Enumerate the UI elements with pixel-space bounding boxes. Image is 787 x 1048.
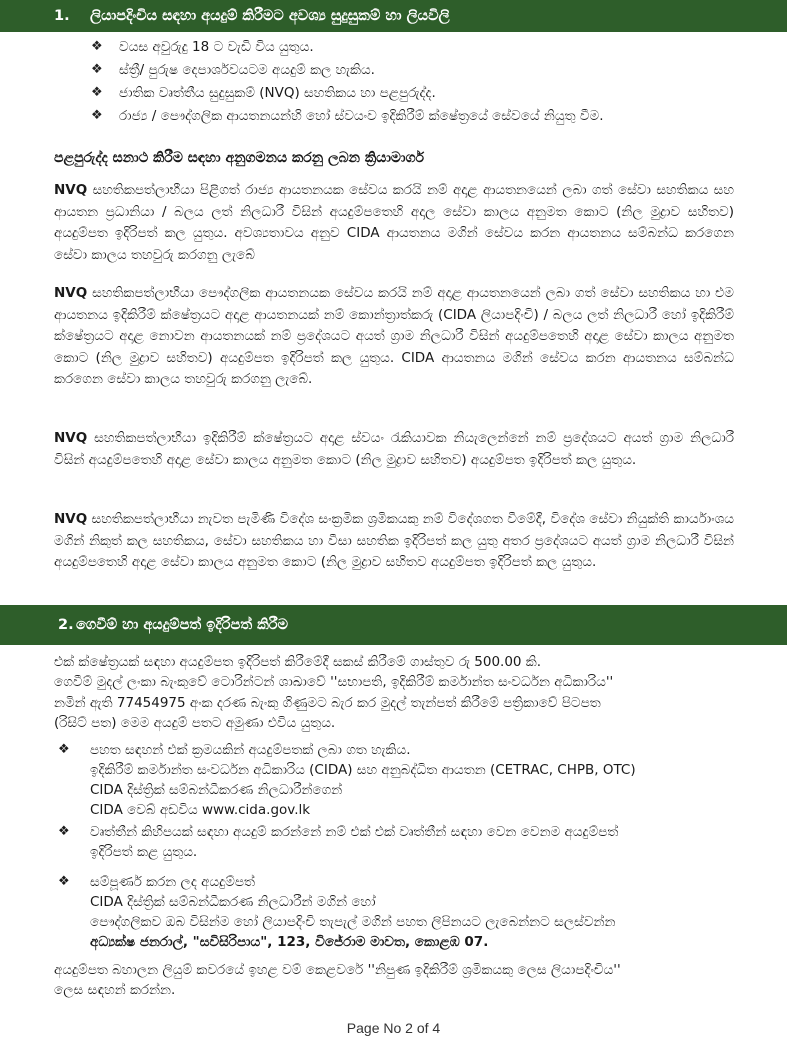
- bullet-icon: ❖: [58, 874, 70, 889]
- bullet-icon: ❖: [91, 62, 103, 77]
- section-2-header: [0, 605, 787, 645]
- bullet-icon: ❖: [91, 108, 103, 123]
- section-title: ගෙවීම් හා අයදුම්පත් ඉදිරිපත් කිරීම: [76, 617, 289, 633]
- paragraph: NVQ සහතිකපත්ලාභීයා ඉදිකිරීම් ක්ෂේත්‍රයට අදාළ ස්වයං රැකියාවක නියැලෙන්නේ නම් ප්‍රදේශයට අයත් ග්‍රාම නිලධාරී විසින් අයදුම්පතෙහි අදාළ සේවා කාලය අනුමත කොට (නිල මුද්‍රාව සහිතව) අයදුම්පත ඉදිරිපත් කල යුතුය.: [54, 430, 734, 468]
- paragraph: NVQ සහතිකපත්ලාභීයා පෞද්ගලික ආයතනයක සේවය කරයි නම් අදාළ ආයතනයෙන් ලබා ගත් සේවා සහතිකය හා එම ආයතනය ඉදිකිරීම් ක්ෂේත්‍රයට අදාළ ආයතනයක් නම් කොන්ත්‍රාත්කරු (CIDA ලියාපදිංචි) / බලය ලත් නිලධාරී හෝ ඉදිකිරීම් ක්ෂේත්‍රයට අදාළ නොවන ආයතනයක් නම් ප්‍රදේශයට අයත් ග්‍රාම නිලධාරී විසින් අයදුම්පතෙහි අදාළ සේවා කාලය අනුමත කොට (නිල මුද්‍රාව සහිතව) අයදුම්පත ඉදිරිපත් කල යුතුය. CIDA ආයතනය මගින් සේවය කරන ආයතනය සම්බන්ධ කරගෙන සේවා කාලය තහවුරු කරගනු ලැබේ.: [54, 285, 734, 388]
- closing-text: අයදුම්පත බහාලන ලියුම් කවරයේ ඉහළ වම් කෙළවරේ ''නිපුණ ඉදිකිරීම් ශ්‍රමිකයකු ලෙස ලියාපදිංචිය'' ලෙස සඳහන් කරන්න.: [54, 962, 621, 999]
- section-number: 2.: [58, 617, 74, 633]
- payment-text: එක් ක්ෂේත්‍රයක් සඳහා අයදුම්පත ඉදිරිපත් කිරීමේදී සකස් කිරීමේ ගාස්තුව රු 500.00 කි. ගෙවීම් මුදල් ලංකා බැංකුවේ ටොරින්ටන් ශාඛාවේ ''සභාපති, ඉදිකිරීම් කර්මාන්ත සංවර්ධන අධිකාරිය'' නමින් ඇති 77454975 අංක දරණ බැංකු ගිණුමට බැර කර මුදල් තැන්පත් කිරීමේ පත්‍රිකාවේ පිටපත (රිසිට් පත) මෙම අයදුම් පතට අමුණා එවිය යුතුය.: [54, 654, 614, 732]
- section-number: 1.: [54, 8, 70, 24]
- section-title: ලියාපදිංචිය සඳහා අයදුම් කිරීමට අවශ්‍ය සුදුසුකම් හා ලියවිලි: [90, 8, 450, 24]
- bullet-icon: ❖: [91, 85, 103, 100]
- bullet-icon: ❖: [58, 742, 70, 757]
- address: අධ්‍යක්ෂ ජනරාල්, "සවිසිරිපාය", 123, විජේරාම මාවත, කොළඹ 07.: [90, 934, 489, 950]
- section-1-header: [0, 0, 787, 32]
- page-number: Page No 2 of 4: [346, 1020, 441, 1036]
- bullet-icon: ❖: [58, 824, 70, 839]
- paragraph: NVQ සහතිකපත්ලාභීයා නැවත පැමිණි විදේශ සංක්‍රමික ශ්‍රමිකයකු නම් විදේශගත වීමේදී, විදේශ සේවා නියුක්ති කාර්යාංශය මගින් නිකුත් කල සහතිකය, සේවා සහතිකය හා වීසා සහතික ඉදිරිපත් කල යුතු අතර ප්‍රදේශයට අයත් ග්‍රාම නිලධාරී විසින් අයදුම්පතෙහි අදාළ සේවා කාලය අනුමත කොට (නිල මුද්‍රාව සහිතව අයදුම්පත ඉදිරිපත් කල යුතුය.: [54, 511, 734, 571]
- bullet-icon: ❖: [91, 39, 103, 54]
- procedure-heading: පළපුරුද්ද සනාථ කිරීම සඳහා අනුගමනය කරනු ලබන ක්‍රියාමාර්ග: [54, 150, 425, 166]
- paragraph: NVQ සහතිකපත්ලාභීයා පිළිගත් රාජ්‍ය ආයතනයක සේවය කරයි නම් අදාළ ආයතනයෙන් ලබා ගත් සේවා සහතිකය සහ ආයතන ප්‍රධානියා / බලය ලත් නිලධාරී විසින් අයදුම්පතෙහි අදාල සේවා කාලය අනුමත කොට (නිල මුද්‍රාව සහිතව) අයදුම්පත ඉදිරිපත් කල යුතුය. අවශ්‍යතාවය අනුව CIDA ආයතනය මගින් සේවය කරන ආයතනය සම්බන්ධ කරගෙන සේවා කාලය තහවුරු කරගනු ලැබේ: [54, 182, 734, 263]
